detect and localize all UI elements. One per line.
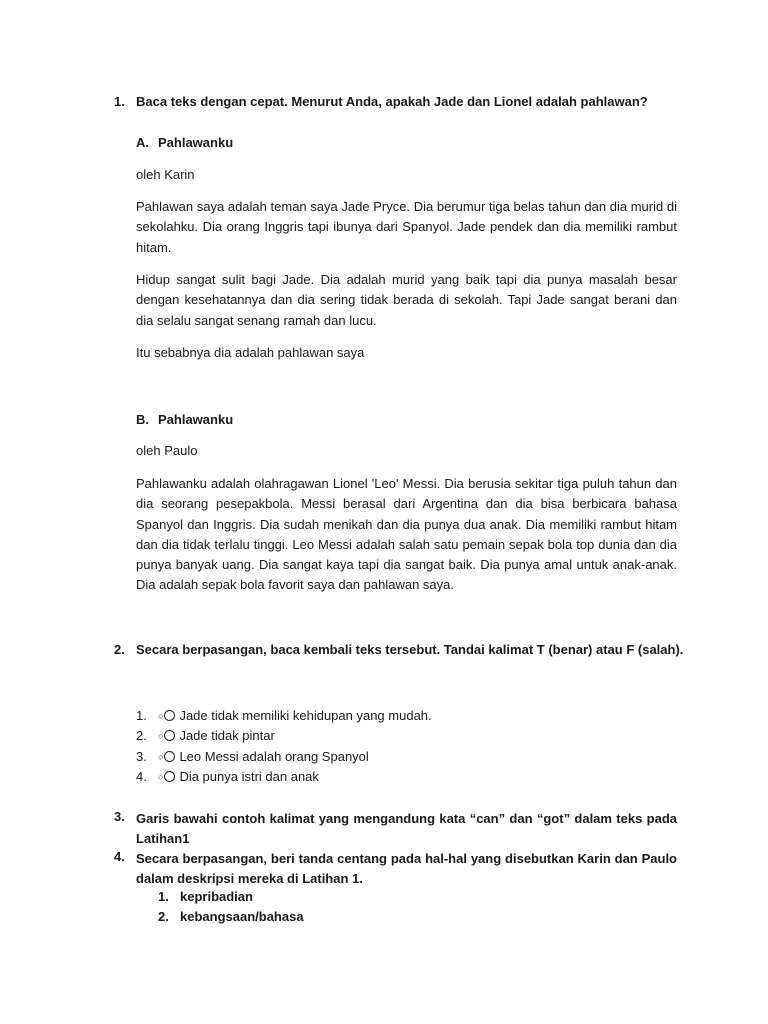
q2-item-4-text: Dia punya istri dan anak — [179, 769, 319, 784]
section-b-author: oleh Paulo — [136, 443, 198, 458]
section-a-paragraph-1: Pahlawan saya adalah teman saya Jade Pryce. Dia berumur tiga belas tahun dan dia murid di sekolahku. Dia orang Inggris tapi ibunya dari Spanyol. Jade pendek dan dia memiliki rambut hitam. — [136, 199, 677, 255]
section-b-paragraph-1: Pahlawanku adalah olahragawan Lionel 'Leo' Messi. Dia berusia sekitar tiga puluh tahun dan dia seorang pesepakbola. Messi berasal dari Argentina dan dia bisa berbicara bahasa Spanyol dan Inggris. Dia sudah menikah dan dia punya dua anak. Dia memiliki rambut hitam dan dia tidak terlalu tinggi. Leo Messi adalah salah satu pemain sepak bola top dunia dan dia punya banyak uang. Dia sangat kaya tapi dia sangat baik. Dia punya amal untuk anak-anak. Dia adalah sepak bola favorit saya dan pahlawan saya. — [136, 476, 677, 593]
section-a-author: oleh Karin — [136, 167, 195, 182]
q4-number: 4. — [114, 849, 125, 864]
q2-item-1 — [158, 708, 432, 723]
section-a-letter: A. — [136, 135, 149, 150]
q2-item-1-number: 1. — [136, 708, 147, 723]
q4-item-1-text: kepribadian — [180, 889, 253, 904]
bullet-dot-icon: ○ — [158, 711, 164, 721]
bullet-dot-icon: ○ — [158, 731, 164, 741]
radio-circle-icon[interactable] — [164, 730, 175, 741]
q2-item-3-number: 3. — [136, 749, 147, 764]
bullet-dot-icon: ○ — [158, 752, 164, 762]
q2-item-3-text: Leo Messi adalah orang Spanyol — [179, 749, 369, 764]
q3-text: Garis bawahi contoh kalimat yang mengandung kata “can” dan “got” dalam teks pada Latihan1 — [136, 811, 677, 847]
q2-number: 2. — [114, 642, 125, 657]
section-b-title: Pahlawanku — [158, 412, 234, 427]
section-b-letter: B. — [136, 412, 149, 427]
section-a-paragraph-3: Itu sebabnya dia adalah pahlawan saya — [136, 345, 365, 360]
q2-text: Secara berpasangan, baca kembali teks tersebut. Tandai kalimat T (benar) atau F (salah). — [136, 642, 684, 657]
q4-item-2-text: kebangsaan/bahasa — [180, 909, 304, 924]
bullet-dot-icon: ○ — [158, 772, 164, 782]
radio-circle-icon[interactable] — [164, 751, 175, 762]
section-a-paragraph-2: Hidup sangat sulit bagi Jade. Dia adalah murid yang baik tapi dia punya masalah besar dengan kesehatannya dan dia sering tidak berada di sekolah. Tapi Jade sangat berani dan dia selalu sangat senang ramah dan lucu. — [136, 272, 677, 328]
q4-item-2-number: 2. — [158, 909, 169, 924]
q2-item-2 — [158, 728, 275, 743]
radio-circle-icon[interactable] — [164, 771, 175, 782]
q1-text: Baca teks dengan cepat. Menurut Anda, apakah Jade dan Lionel adalah pahlawan? — [136, 94, 648, 109]
q2-item-4 — [158, 769, 319, 784]
q3-number: 3. — [114, 809, 125, 824]
radio-circle-icon[interactable] — [164, 710, 175, 721]
q4-text: Secara berpasangan, beri tanda centang pada hal-hal yang disebutkan Karin dan Paulo dalam deskripsi mereka di Latihan 1. — [136, 851, 677, 887]
q2-item-2-text: Jade tidak pintar — [179, 728, 275, 743]
q2-item-4-number: 4. — [136, 769, 147, 784]
q2-item-3 — [158, 749, 369, 764]
q4-item-1-number: 1. — [158, 889, 169, 904]
q2-item-1-text: Jade tidak memiliki kehidupan yang mudah. — [179, 708, 432, 723]
q1-number: 1. — [114, 94, 125, 109]
section-a-title: Pahlawanku — [158, 135, 234, 150]
q2-item-2-number: 2. — [136, 728, 147, 743]
